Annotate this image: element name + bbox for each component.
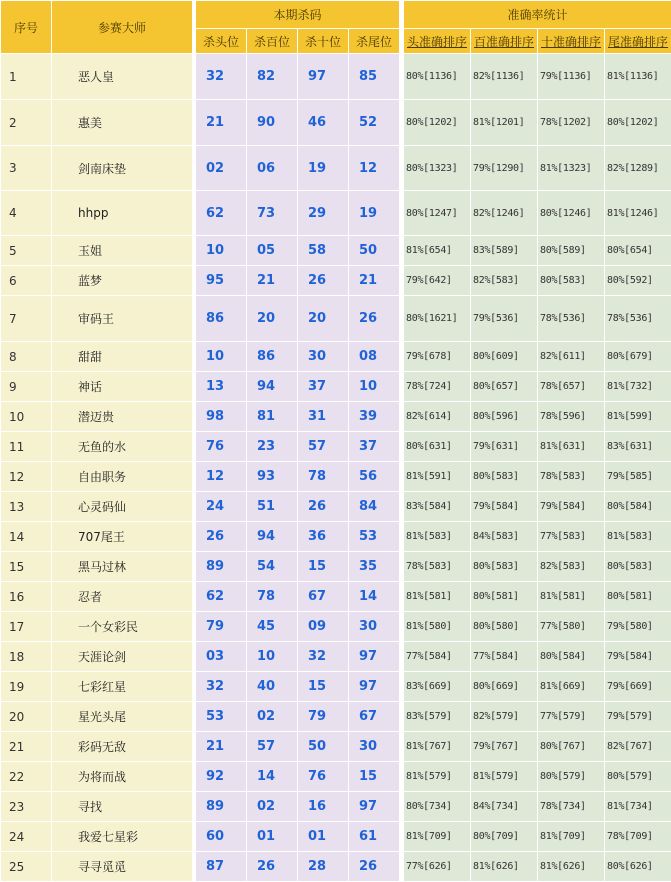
kill-thousands-cell: 98 (196, 402, 247, 432)
acc-hundreds-cell: 79%[767] (471, 732, 538, 762)
kill-thousands-cell: 76 (196, 432, 247, 462)
acc-hundreds-cell: 81%[1201] (471, 100, 538, 146)
master-name: 审码王 (52, 296, 193, 342)
acc-tail-cell: 80%[679] (605, 342, 671, 372)
row-index: 1 (1, 54, 52, 100)
acc-head-cell: 79%[678] (404, 342, 471, 372)
header-kill-thousands: 杀头位 (196, 29, 247, 54)
header-kill-tens: 杀十位 (298, 29, 349, 54)
acc-tail-cell: 79%[585] (605, 462, 671, 492)
kill-units-cell: 37 (349, 432, 400, 462)
acc-tail-cell: 80%[1202] (605, 100, 671, 146)
kill-hundreds-cell: 94 (247, 372, 298, 402)
kill-thousands-cell: 32 (196, 54, 247, 100)
row-index: 23 (1, 792, 52, 822)
acc-tens-cell: 79%[584] (538, 492, 605, 522)
kill-units-cell: 08 (349, 342, 400, 372)
kill-units-cell: 84 (349, 492, 400, 522)
table-row (1, 822, 671, 852)
kill-hundreds-cell: 06 (247, 146, 298, 191)
row-index: 4 (1, 191, 52, 236)
master-name: 星光头尾 (52, 702, 193, 732)
kill-thousands-cell: 26 (196, 522, 247, 552)
acc-head-cell: 81%[654] (404, 236, 471, 266)
acc-hundreds-cell: 82%[579] (471, 702, 538, 732)
row-index: 24 (1, 822, 52, 852)
acc-hundreds-cell: 80%[657] (471, 372, 538, 402)
kill-tens-cell: 36 (298, 522, 349, 552)
header-kill-units: 杀尾位 (349, 29, 400, 54)
master-name: 我爱七星彩 (52, 822, 193, 852)
row-index: 14 (1, 522, 52, 552)
kill-thousands-cell: 03 (196, 642, 247, 672)
acc-hundreds-cell: 80%[580] (471, 612, 538, 642)
acc-tail-cell: 83%[631] (605, 432, 671, 462)
acc-tens-cell: 78%[657] (538, 372, 605, 402)
kill-units-cell: 53 (349, 522, 400, 552)
kill-tens-cell: 32 (298, 642, 349, 672)
table-row (1, 582, 671, 612)
kill-hundreds-cell: 90 (247, 100, 298, 146)
table-row (1, 732, 671, 762)
acc-head-cell: 78%[583] (404, 552, 471, 582)
acc-tens-cell: 77%[583] (538, 522, 605, 552)
kill-tens-cell: 31 (298, 402, 349, 432)
kill-units-cell: 12 (349, 146, 400, 191)
acc-tail-cell: 81%[732] (605, 372, 671, 402)
acc-tens-cell: 80%[1246] (538, 191, 605, 236)
table-row (1, 100, 671, 146)
acc-hundreds-cell: 79%[1290] (471, 146, 538, 191)
row-index: 21 (1, 732, 52, 762)
kill-thousands-cell: 92 (196, 762, 247, 792)
acc-head-cell: 80%[1202] (404, 100, 471, 146)
acc-tens-cell: 81%[626] (538, 852, 605, 882)
row-index: 15 (1, 552, 52, 582)
table-row (1, 54, 671, 100)
kill-thousands-cell: 21 (196, 100, 247, 146)
kill-thousands-cell: 24 (196, 492, 247, 522)
row-index: 16 (1, 582, 52, 612)
acc-hundreds-cell: 77%[584] (471, 642, 538, 672)
row-index: 13 (1, 492, 52, 522)
acc-head-cell: 83%[669] (404, 672, 471, 702)
acc-tail-cell: 80%[592] (605, 266, 671, 296)
acc-hundreds-cell: 82%[583] (471, 266, 538, 296)
acc-tail-cell: 78%[709] (605, 822, 671, 852)
kill-hundreds-cell: 57 (247, 732, 298, 762)
kill-hundreds-cell: 93 (247, 462, 298, 492)
acc-tens-cell: 81%[631] (538, 432, 605, 462)
acc-head-cell: 81%[581] (404, 582, 471, 612)
row-index: 25 (1, 852, 52, 882)
master-name: 甜甜 (52, 342, 193, 372)
acc-head-cell: 81%[709] (404, 822, 471, 852)
table-row (1, 552, 671, 582)
acc-tens-cell: 82%[583] (538, 552, 605, 582)
kill-tens-cell: 01 (298, 822, 349, 852)
acc-head-cell: 80%[1136] (404, 54, 471, 100)
row-index: 18 (1, 642, 52, 672)
kill-units-cell: 97 (349, 792, 400, 822)
acc-tens-cell: 78%[1202] (538, 100, 605, 146)
kill-hundreds-cell: 40 (247, 672, 298, 702)
kill-tens-cell: 46 (298, 100, 349, 146)
row-index: 7 (1, 296, 52, 342)
acc-tens-cell: 78%[734] (538, 792, 605, 822)
master-name: 为将而战 (52, 762, 193, 792)
acc-head-cell: 77%[626] (404, 852, 471, 882)
acc-hundreds-cell: 83%[589] (471, 236, 538, 266)
kill-units-cell: 19 (349, 191, 400, 236)
master-name: 一个女彩民 (52, 612, 193, 642)
table-row (1, 296, 671, 342)
acc-head-cell: 78%[724] (404, 372, 471, 402)
acc-tail-cell: 80%[583] (605, 552, 671, 582)
row-index: 2 (1, 100, 52, 146)
acc-head-cell: 83%[584] (404, 492, 471, 522)
kill-tens-cell: 76 (298, 762, 349, 792)
master-name: 寻找 (52, 792, 193, 822)
kill-thousands-cell: 89 (196, 552, 247, 582)
acc-tens-cell: 81%[581] (538, 582, 605, 612)
kill-hundreds-cell: 02 (247, 702, 298, 732)
acc-tail-cell: 82%[767] (605, 732, 671, 762)
kill-thousands-cell: 60 (196, 822, 247, 852)
header-accuracy-group: 准确率统计 (404, 1, 671, 29)
acc-hundreds-cell: 81%[626] (471, 852, 538, 882)
acc-hundreds-cell: 81%[579] (471, 762, 538, 792)
kill-thousands-cell: 89 (196, 792, 247, 822)
master-name: 707尾王 (52, 522, 193, 552)
acc-tail-cell: 80%[579] (605, 762, 671, 792)
acc-tail-cell: 80%[654] (605, 236, 671, 266)
table-row (1, 642, 671, 672)
kill-hundreds-cell: 81 (247, 402, 298, 432)
master-name: 恶人皇 (52, 54, 193, 100)
kill-units-cell: 52 (349, 100, 400, 146)
acc-head-cell: 81%[767] (404, 732, 471, 762)
acc-tail-cell: 81%[1246] (605, 191, 671, 236)
table-row (1, 522, 671, 552)
acc-tens-cell: 79%[1136] (538, 54, 605, 100)
acc-tail-cell: 81%[1136] (605, 54, 671, 100)
kill-units-cell: 67 (349, 702, 400, 732)
kill-hundreds-cell: 94 (247, 522, 298, 552)
kill-units-cell: 26 (349, 296, 400, 342)
row-index: 5 (1, 236, 52, 266)
kill-hundreds-cell: 02 (247, 792, 298, 822)
acc-head-cell: 81%[583] (404, 522, 471, 552)
acc-hundreds-cell: 79%[584] (471, 492, 538, 522)
row-index: 8 (1, 342, 52, 372)
acc-tens-cell: 78%[583] (538, 462, 605, 492)
table-row (1, 762, 671, 792)
sort-tail-accuracy-link[interactable]: 尾准确排序 (605, 29, 671, 54)
master-name: hhpp (52, 191, 193, 236)
kill-tens-cell: 67 (298, 582, 349, 612)
acc-tail-cell: 82%[1289] (605, 146, 671, 191)
table-row (1, 236, 671, 266)
kill-units-cell: 15 (349, 762, 400, 792)
acc-tail-cell: 80%[581] (605, 582, 671, 612)
kill-tens-cell: 26 (298, 492, 349, 522)
table-row (1, 342, 671, 372)
kill-thousands-cell: 02 (196, 146, 247, 191)
master-name: 黑马过林 (52, 552, 193, 582)
master-name: 剑南床垫 (52, 146, 193, 191)
acc-hundreds-cell: 79%[631] (471, 432, 538, 462)
kill-hundreds-cell: 45 (247, 612, 298, 642)
acc-tail-cell: 79%[669] (605, 672, 671, 702)
acc-tail-cell: 81%[599] (605, 402, 671, 432)
kill-tens-cell: 15 (298, 552, 349, 582)
table-row (1, 146, 671, 191)
kill-tens-cell: 20 (298, 296, 349, 342)
master-name: 玉姐 (52, 236, 193, 266)
acc-head-cell: 77%[584] (404, 642, 471, 672)
master-name: 忍者 (52, 582, 193, 612)
acc-tail-cell: 79%[584] (605, 642, 671, 672)
acc-head-cell: 81%[579] (404, 762, 471, 792)
kill-tens-cell: 50 (298, 732, 349, 762)
kill-tens-cell: 28 (298, 852, 349, 882)
table-row (1, 191, 671, 236)
acc-hundreds-cell: 80%[669] (471, 672, 538, 702)
kill-units-cell: 85 (349, 54, 400, 100)
kill-tens-cell: 16 (298, 792, 349, 822)
kill-hundreds-cell: 54 (247, 552, 298, 582)
kill-tens-cell: 29 (298, 191, 349, 236)
table-row (1, 702, 671, 732)
kill-units-cell: 30 (349, 612, 400, 642)
acc-head-cell: 80%[1621] (404, 296, 471, 342)
acc-tens-cell: 81%[1323] (538, 146, 605, 191)
acc-hundreds-cell: 84%[734] (471, 792, 538, 822)
row-index: 9 (1, 372, 52, 402)
kill-units-cell: 56 (349, 462, 400, 492)
table-row (1, 402, 671, 432)
header-master: 参赛大师 (52, 1, 193, 54)
master-name: 蓝梦 (52, 266, 193, 296)
master-name: 天涯论剑 (52, 642, 193, 672)
row-index: 6 (1, 266, 52, 296)
acc-head-cell: 83%[579] (404, 702, 471, 732)
kill-units-cell: 30 (349, 732, 400, 762)
kill-tens-cell: 19 (298, 146, 349, 191)
kill-thousands-cell: 10 (196, 236, 247, 266)
row-index: 19 (1, 672, 52, 702)
acc-tens-cell: 80%[579] (538, 762, 605, 792)
acc-head-cell: 80%[1247] (404, 191, 471, 236)
kill-hundreds-cell: 23 (247, 432, 298, 462)
kill-thousands-cell: 10 (196, 342, 247, 372)
kill-hundreds-cell: 21 (247, 266, 298, 296)
sort-head-accuracy-link[interactable]: 头准确排序 (404, 29, 471, 54)
acc-tens-cell: 80%[589] (538, 236, 605, 266)
kill-thousands-cell: 32 (196, 672, 247, 702)
acc-tens-cell: 78%[536] (538, 296, 605, 342)
kill-tens-cell: 58 (298, 236, 349, 266)
table-row (1, 492, 671, 522)
kill-hundreds-cell: 82 (247, 54, 298, 100)
table-row (1, 792, 671, 822)
kill-units-cell: 97 (349, 642, 400, 672)
acc-head-cell: 80%[1323] (404, 146, 471, 191)
acc-tail-cell: 81%[734] (605, 792, 671, 822)
kill-units-cell: 26 (349, 852, 400, 882)
master-name: 心灵码仙 (52, 492, 193, 522)
acc-hundreds-cell: 80%[596] (471, 402, 538, 432)
kill-tens-cell: 37 (298, 372, 349, 402)
acc-hundreds-cell: 80%[709] (471, 822, 538, 852)
row-index: 20 (1, 702, 52, 732)
acc-tens-cell: 77%[579] (538, 702, 605, 732)
kill-units-cell: 21 (349, 266, 400, 296)
kill-hundreds-cell: 05 (247, 236, 298, 266)
master-name: 神话 (52, 372, 193, 402)
row-index: 12 (1, 462, 52, 492)
row-index: 22 (1, 762, 52, 792)
master-name: 自由职务 (52, 462, 193, 492)
kill-tens-cell: 30 (298, 342, 349, 372)
acc-tail-cell: 80%[584] (605, 492, 671, 522)
acc-head-cell: 80%[734] (404, 792, 471, 822)
acc-tens-cell: 81%[669] (538, 672, 605, 702)
kill-hundreds-cell: 78 (247, 582, 298, 612)
acc-hundreds-cell: 80%[583] (471, 462, 538, 492)
kill-hundreds-cell: 14 (247, 762, 298, 792)
kill-hundreds-cell: 26 (247, 852, 298, 882)
table-row (1, 372, 671, 402)
kill-hundreds-cell: 10 (247, 642, 298, 672)
kill-thousands-cell: 62 (196, 582, 247, 612)
kill-thousands-cell: 62 (196, 191, 247, 236)
header-kill-hundreds: 杀百位 (247, 29, 298, 54)
table-row (1, 612, 671, 642)
kill-tens-cell: 79 (298, 702, 349, 732)
kill-thousands-cell: 86 (196, 296, 247, 342)
header-index: 序号 (1, 1, 52, 54)
master-name: 无鱼的水 (52, 432, 193, 462)
master-name: 彩码无敌 (52, 732, 193, 762)
acc-tens-cell: 77%[580] (538, 612, 605, 642)
acc-head-cell: 79%[642] (404, 266, 471, 296)
row-index: 10 (1, 402, 52, 432)
kill-thousands-cell: 53 (196, 702, 247, 732)
kill-tens-cell: 09 (298, 612, 349, 642)
kill-tens-cell: 26 (298, 266, 349, 296)
acc-tail-cell: 79%[579] (605, 702, 671, 732)
kill-thousands-cell: 12 (196, 462, 247, 492)
kill-hundreds-cell: 51 (247, 492, 298, 522)
sort-hundreds-accuracy-link[interactable]: 百准确排序 (471, 29, 538, 54)
acc-hundreds-cell: 80%[581] (471, 582, 538, 612)
table-row (1, 432, 671, 462)
table-row (1, 462, 671, 492)
row-index: 3 (1, 146, 52, 191)
acc-tail-cell: 81%[583] (605, 522, 671, 552)
acc-tail-cell: 79%[580] (605, 612, 671, 642)
acc-head-cell: 81%[580] (404, 612, 471, 642)
acc-head-cell: 80%[631] (404, 432, 471, 462)
kill-units-cell: 61 (349, 822, 400, 852)
acc-head-cell: 81%[591] (404, 462, 471, 492)
master-name: 惠美 (52, 100, 193, 146)
acc-tail-cell: 80%[626] (605, 852, 671, 882)
kill-thousands-cell: 87 (196, 852, 247, 882)
kill-thousands-cell: 13 (196, 372, 247, 402)
kill-tens-cell: 15 (298, 672, 349, 702)
kill-thousands-cell: 79 (196, 612, 247, 642)
kill-units-cell: 50 (349, 236, 400, 266)
kill-hundreds-cell: 01 (247, 822, 298, 852)
master-name: 寻寻觅觅 (52, 852, 193, 882)
acc-tens-cell: 78%[596] (538, 402, 605, 432)
kill-units-cell: 10 (349, 372, 400, 402)
kill-hundreds-cell: 86 (247, 342, 298, 372)
kill-thousands-cell: 95 (196, 266, 247, 296)
acc-hundreds-cell: 80%[609] (471, 342, 538, 372)
table-row (1, 672, 671, 702)
kill-units-cell: 14 (349, 582, 400, 612)
acc-hundreds-cell: 79%[536] (471, 296, 538, 342)
acc-hundreds-cell: 82%[1136] (471, 54, 538, 100)
acc-head-cell: 82%[614] (404, 402, 471, 432)
master-name: 潜迈贵 (52, 402, 193, 432)
acc-tens-cell: 80%[767] (538, 732, 605, 762)
kill-thousands-cell: 21 (196, 732, 247, 762)
kill-units-cell: 97 (349, 672, 400, 702)
table-row (1, 266, 671, 296)
kill-tens-cell: 78 (298, 462, 349, 492)
acc-tens-cell: 81%[709] (538, 822, 605, 852)
row-index: 11 (1, 432, 52, 462)
acc-tens-cell: 82%[611] (538, 342, 605, 372)
acc-hundreds-cell: 82%[1246] (471, 191, 538, 236)
table-row (1, 852, 671, 882)
kill-tens-cell: 57 (298, 432, 349, 462)
sort-tens-accuracy-link[interactable]: 十准确排序 (538, 29, 605, 54)
acc-tens-cell: 80%[584] (538, 642, 605, 672)
header-kill-group: 本期杀码 (196, 1, 400, 29)
acc-hundreds-cell: 80%[583] (471, 552, 538, 582)
acc-tail-cell: 78%[536] (605, 296, 671, 342)
kill-hundreds-cell: 73 (247, 191, 298, 236)
kill-hundreds-cell: 20 (247, 296, 298, 342)
acc-tens-cell: 80%[583] (538, 266, 605, 296)
kill-units-cell: 35 (349, 552, 400, 582)
row-index: 17 (1, 612, 52, 642)
master-name: 七彩红星 (52, 672, 193, 702)
kill-tens-cell: 97 (298, 54, 349, 100)
acc-hundreds-cell: 84%[583] (471, 522, 538, 552)
kill-units-cell: 39 (349, 402, 400, 432)
